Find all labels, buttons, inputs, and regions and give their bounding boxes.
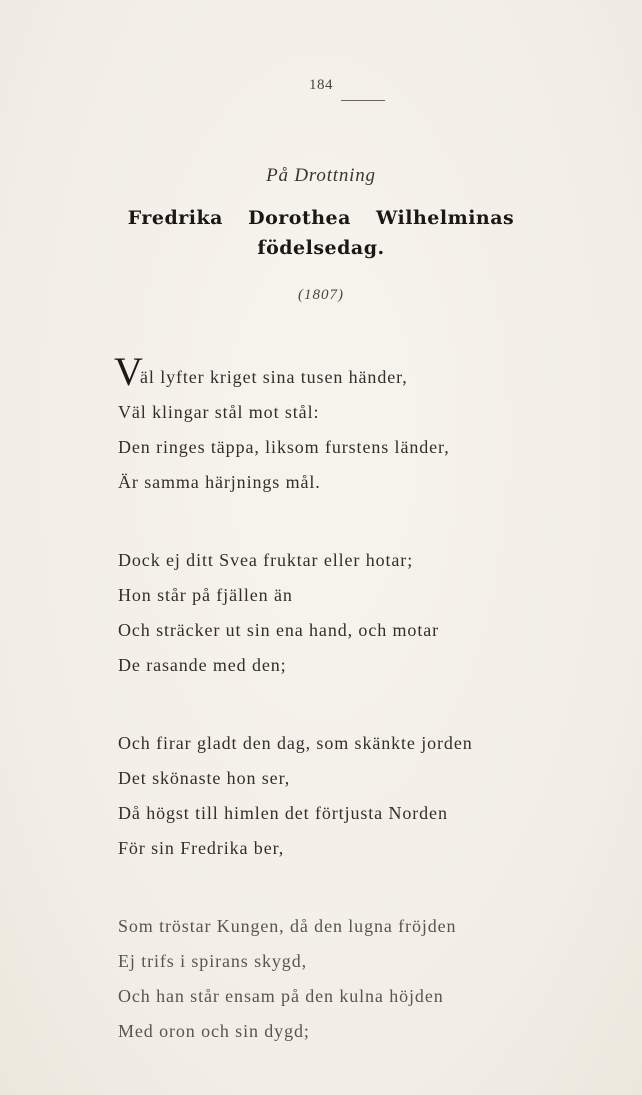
poem-line: Som tröstar Kungen, då den lugna fröjden [118, 916, 457, 936]
poem-line: De rasande med den; [118, 655, 287, 675]
page-number-rule [341, 100, 385, 101]
poem-year: (1807) [298, 287, 344, 303]
poem-line: Den ringes täppa, liksom furstens länder, [118, 437, 450, 457]
poem-line: Det skönaste hon ser, [118, 768, 291, 788]
poem-line: Hon står på fjällen än [118, 585, 293, 605]
poem-line [114, 349, 628, 395]
poem-line: Och sträcker ut sin ena hand, och motar [118, 620, 439, 640]
poem-title-occasion: födelsedag. [257, 237, 385, 259]
poem-line: Dock ej ditt Svea fruktar eller hotar; [118, 550, 414, 570]
page-number: 184 [309, 77, 333, 93]
poem-line: Väl klingar stål mot stål: [118, 402, 320, 422]
poem-line: Och firar gladt den dag, som skänkte jorden [118, 733, 473, 753]
poem-line: Då högst till himlen det förtjusta Norden [118, 803, 448, 823]
stanza-2 [118, 543, 628, 683]
first-line-text: äl lyfter kriget sina tusen händer, [140, 367, 408, 387]
drop-initial: V [114, 349, 144, 394]
poem-title-name: Fredrika Dorothea Wilhelminas [127, 207, 515, 229]
poem-body [114, 349, 628, 1092]
poem-line: Ej trifs i spirans skygd, [118, 951, 307, 971]
poem-line: Och han står ensam på den kulna höjden [118, 986, 444, 1006]
poem-line: Med oron och sin dygd; [118, 1021, 310, 1041]
stanza-3 [118, 726, 628, 866]
stanza-1 [114, 349, 628, 500]
poem-line: För sin Fredrika ber, [118, 838, 285, 858]
poem-title-dedication: På Drottning [266, 165, 376, 186]
stanza-4 [118, 909, 628, 1049]
poem-line: Är samma härjnings mål. [118, 472, 321, 492]
